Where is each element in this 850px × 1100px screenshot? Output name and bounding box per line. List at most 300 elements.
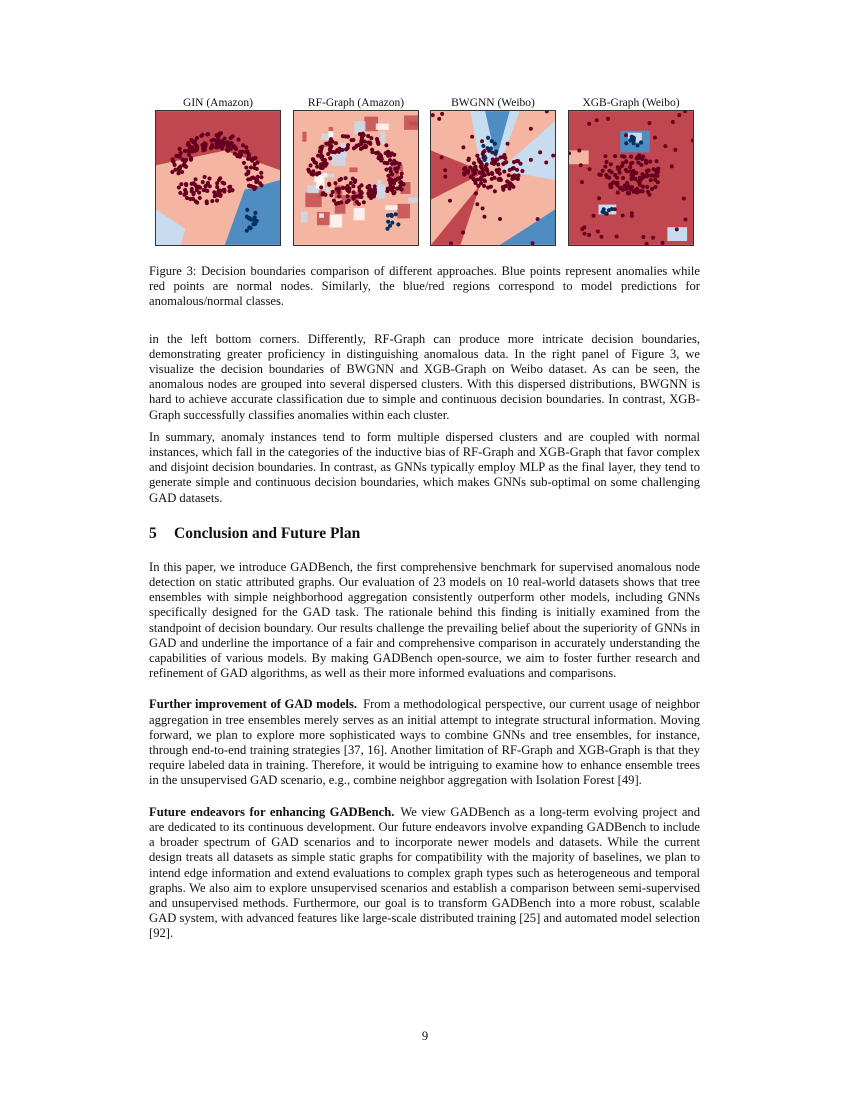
normal-point	[346, 146, 350, 150]
normal-point	[191, 192, 195, 196]
normal-point	[215, 181, 219, 185]
normal-point	[512, 166, 516, 170]
normal-point	[238, 155, 242, 159]
normal-point	[350, 138, 354, 142]
normal-point	[645, 174, 649, 178]
normal-point	[216, 133, 220, 137]
normal-point	[209, 146, 213, 150]
anomaly-point	[390, 221, 394, 225]
normal-point	[481, 171, 485, 175]
normal-point	[335, 148, 339, 152]
normal-point	[475, 154, 479, 158]
normal-point	[510, 183, 514, 187]
normal-point	[182, 193, 186, 197]
normal-point	[178, 166, 182, 170]
normal-point	[482, 184, 486, 188]
normal-point	[208, 184, 212, 188]
normal-point	[369, 195, 373, 199]
boundary-cell	[376, 124, 389, 130]
boundary-cell	[328, 131, 333, 137]
normal-point	[529, 127, 533, 131]
normal-point	[215, 185, 219, 189]
normal-point	[489, 185, 493, 189]
normal-point	[648, 160, 652, 164]
normal-point	[192, 181, 196, 185]
normal-point	[384, 143, 388, 147]
normal-point	[249, 165, 253, 169]
normal-point	[579, 163, 583, 167]
panel-title: RF-Graph (Amazon)	[307, 97, 405, 109]
normal-point	[319, 155, 323, 159]
normal-point	[440, 155, 444, 159]
normal-point	[583, 232, 587, 236]
normal-point	[234, 147, 238, 151]
normal-point	[250, 176, 254, 180]
body-paragraph: In this paper, we introduce GADBench, the first comprehensive benchmark for supervised anomalous node detection on static attributed graphs. Our evaluation of 23 models on 10 real-world datasets shows that tree ensembles with simple neighborhood aggregation consistently outperform other models, including GNNs specifically designed for the GAD task. The rationale behind this finding is initially examined from the standpoint of decision boundary. Our results challenge the prevailing belief about the superiority of GNNs in GAD and underline the importance of a fair and comprehensive comparison in accurately understanding the capabilities of various models. By making GADBench open-source, we aim to foster further research and refinement of GAD algorithms, as well as their more informed evaluations and comparisons.	[149, 559, 700, 681]
normal-point	[315, 171, 319, 175]
normal-point	[653, 136, 657, 140]
normal-point	[337, 194, 341, 198]
normal-point	[673, 148, 677, 152]
normal-point	[225, 148, 229, 152]
normal-point	[485, 167, 489, 171]
normal-point	[516, 177, 520, 181]
normal-point	[347, 189, 351, 193]
normal-point	[609, 162, 613, 166]
normal-point	[203, 175, 207, 179]
normal-point	[607, 176, 611, 180]
normal-point	[319, 185, 323, 189]
paragraph-text: From a methodological perspective, our current usage of neighbor aggregation in tree ensembles merely serves as an initial attempt to integrate structural information. Moving forward, we plan to explore more sophisticated ways to combine GNNs and tree ensembles, for instance, through end-to-end training strategies [37, 16]. Another limitation of RF-Graph and XGB-Graph is that they require labeled data in training. Therefore, it would be intriguing to examine how to enhance ensemble trees in the unsupervised GAD scenario, e.g., combine neighbor aggregation with Isolation Forest [49].	[149, 697, 700, 788]
normal-point	[398, 162, 402, 166]
normal-point	[177, 185, 181, 189]
normal-point	[490, 171, 494, 175]
normal-point	[616, 183, 620, 187]
normal-point	[400, 171, 404, 175]
normal-point	[675, 227, 679, 231]
normal-point	[388, 166, 392, 170]
normal-point	[587, 233, 591, 237]
body-paragraph	[149, 805, 700, 942]
normal-point	[613, 154, 617, 158]
normal-point	[362, 200, 366, 204]
normal-point	[351, 190, 355, 194]
normal-point	[621, 161, 625, 165]
normal-point	[204, 184, 208, 188]
normal-point	[645, 185, 649, 189]
normal-point	[640, 172, 644, 176]
normal-point	[178, 191, 182, 195]
normal-point	[475, 202, 479, 206]
normal-point	[323, 160, 327, 164]
normal-point	[493, 159, 497, 163]
normal-point	[636, 161, 640, 165]
normal-point	[189, 138, 193, 142]
normal-point	[613, 173, 617, 177]
normal-point	[516, 159, 520, 163]
normal-point	[384, 168, 388, 172]
normal-point	[580, 180, 584, 184]
normal-point	[631, 176, 635, 180]
anomaly-point	[494, 149, 498, 153]
paragraph-text: We view GADBench as a long-term evolving project and are dedicated to its continuous development. Our future endeavors involve expanding GADBench to include a broader spectrum of GAD scenarios and to incorporate newer models and datasets. While the current design treats all datasets as simple static graphs for compatibility with the majority of baselines, we plan to intend edge information and extend evaluations to complex graph types such as heterogeneous and temporal graphs. We also aim to explore unsupervised scenarios and establish a comparison between semi-supervised and unsupervised methods. Furthermore, our goal is to transform GADBench into a more robust, scalable GAD system, with advanced features like large-scale distributed training [25] and automated model selection [92].	[149, 804, 701, 941]
boundary-cell	[397, 204, 410, 219]
normal-point	[173, 163, 177, 167]
normal-point	[359, 147, 363, 151]
anomaly-point	[245, 229, 249, 233]
normal-point	[654, 172, 658, 176]
normal-point	[360, 191, 364, 195]
normal-point	[200, 133, 204, 137]
normal-point	[625, 169, 629, 173]
normal-point	[210, 139, 214, 143]
decision-boundary-plot	[293, 110, 419, 246]
normal-point	[637, 153, 641, 157]
normal-point	[242, 161, 246, 165]
normal-point	[503, 184, 507, 188]
anomaly-point	[247, 225, 251, 229]
normal-point	[469, 175, 473, 179]
normal-point	[649, 174, 653, 178]
figure-panel	[430, 96, 556, 246]
normal-point	[621, 188, 625, 192]
normal-point	[352, 146, 356, 150]
normal-point	[219, 193, 223, 197]
normal-point	[198, 196, 202, 200]
normal-point	[629, 155, 633, 159]
normal-point	[195, 136, 199, 140]
boundary-cell	[354, 208, 365, 220]
paragraph-heading: Future endeavors for enhancing GADBench.	[149, 804, 395, 819]
normal-point	[215, 199, 219, 203]
normal-point	[683, 218, 687, 222]
normal-point	[179, 182, 183, 186]
normal-point	[349, 181, 353, 185]
anomaly-point	[628, 138, 632, 142]
normal-point	[226, 140, 230, 144]
normal-point	[640, 189, 644, 193]
normal-point	[663, 144, 667, 148]
boundary-cell	[319, 213, 324, 217]
normal-point	[507, 173, 511, 177]
normal-point	[202, 143, 206, 147]
anomaly-point	[251, 222, 255, 226]
normal-point	[382, 161, 386, 165]
normal-point	[603, 165, 607, 169]
normal-point	[181, 158, 185, 162]
normal-point	[648, 121, 652, 125]
normal-point	[223, 136, 227, 140]
panel-title: XGB-Graph (Weibo)	[582, 97, 680, 109]
boundary-cell	[381, 132, 386, 145]
normal-point	[616, 191, 620, 195]
normal-point	[193, 177, 197, 181]
normal-point	[244, 172, 248, 176]
normal-point	[536, 217, 540, 221]
normal-point	[312, 160, 316, 164]
normal-point	[682, 197, 686, 201]
normal-point	[600, 235, 604, 239]
anomaly-point	[600, 210, 604, 214]
normal-point	[327, 183, 331, 187]
normal-point	[656, 168, 660, 172]
figure-panel	[155, 96, 281, 246]
anomaly-point	[486, 136, 490, 140]
normal-point	[222, 190, 226, 194]
normal-point	[236, 138, 240, 142]
decision-boundary-plot	[568, 110, 694, 246]
normal-point	[479, 176, 483, 180]
normal-point	[461, 231, 465, 235]
normal-point	[604, 160, 608, 164]
normal-point	[176, 171, 180, 175]
normal-point	[309, 163, 313, 167]
boundary-cell	[377, 180, 381, 192]
normal-point	[366, 191, 370, 195]
normal-point	[246, 177, 250, 181]
normal-point	[472, 161, 476, 165]
normal-point	[492, 176, 496, 180]
normal-point	[241, 143, 245, 147]
normal-point	[629, 161, 633, 165]
anomaly-point	[493, 142, 497, 146]
anomaly-point	[489, 146, 493, 150]
normal-point	[183, 149, 187, 153]
normal-point	[577, 149, 581, 153]
normal-point	[233, 152, 237, 156]
normal-point	[184, 183, 188, 187]
normal-point	[606, 117, 610, 121]
normal-point	[448, 199, 452, 203]
normal-point	[641, 235, 645, 239]
boundary-cell	[326, 187, 329, 193]
normal-point	[443, 168, 447, 172]
normal-point	[520, 169, 524, 173]
normal-point	[321, 166, 325, 170]
normal-point	[625, 181, 629, 185]
normal-point	[544, 161, 548, 165]
normal-point	[466, 158, 470, 162]
normal-point	[440, 112, 444, 116]
normal-point	[483, 215, 487, 219]
normal-point	[254, 180, 258, 184]
normal-point	[191, 197, 195, 201]
normal-point	[185, 196, 189, 200]
page-body	[149, 96, 700, 942]
normal-point	[644, 158, 648, 162]
normal-point	[193, 142, 197, 146]
normal-point	[244, 166, 248, 170]
body-paragraph: In summary, anomaly instances tend to form multiple dispersed clusters and are coupled with normal instances, which fall in the categories of the inductive bias of RF-Graph and XGB-Graph that favor complex and disjoint decision boundaries. In contrast, as GNNs typically employ MLP as the final layer, they tend to generate simple and continuous decision boundaries, which makes GNNs sub-optimal on some challenging GAD datasets.	[149, 429, 700, 505]
normal-point	[190, 187, 194, 191]
normal-point	[398, 184, 402, 188]
anomaly-point	[245, 208, 249, 212]
normal-point	[473, 171, 477, 175]
normal-point	[347, 199, 351, 203]
normal-point	[646, 190, 650, 194]
normal-point	[394, 178, 398, 182]
normal-point	[357, 202, 361, 206]
normal-point	[229, 147, 233, 151]
normal-point	[205, 199, 209, 203]
normal-point	[230, 141, 234, 145]
normal-point	[495, 168, 499, 172]
normal-point	[463, 166, 467, 170]
normal-point	[631, 169, 635, 173]
normal-point	[246, 157, 250, 161]
normal-point	[611, 180, 615, 184]
normal-point	[645, 169, 649, 173]
normal-point	[587, 122, 591, 126]
anomaly-point	[253, 211, 257, 215]
normal-point	[437, 117, 441, 121]
normal-point	[603, 154, 607, 158]
normal-point	[501, 155, 505, 159]
normal-point	[630, 211, 634, 215]
normal-point	[481, 206, 485, 210]
normal-point	[627, 191, 631, 195]
boundary-cell	[329, 215, 342, 228]
normal-point	[205, 189, 209, 193]
normal-point	[328, 156, 332, 160]
boundary-cell	[408, 198, 419, 203]
anomaly-point	[253, 215, 257, 219]
normal-point	[621, 214, 625, 218]
normal-point	[205, 133, 209, 137]
boundary-cell	[301, 212, 308, 223]
normal-point	[473, 165, 477, 169]
normal-point	[315, 165, 319, 169]
anomaly-point	[247, 216, 251, 220]
normal-point	[476, 184, 480, 188]
normal-point	[253, 156, 257, 160]
normal-point	[367, 184, 371, 188]
normal-point	[671, 120, 675, 124]
figure-panel	[293, 96, 419, 246]
normal-point	[497, 178, 501, 182]
section-heading	[149, 525, 700, 543]
anomaly-point	[483, 156, 487, 160]
normal-point	[506, 142, 510, 146]
anomaly-point	[255, 219, 259, 223]
anomaly-point	[624, 141, 628, 145]
normal-point	[388, 177, 392, 181]
normal-point	[482, 178, 486, 182]
normal-point	[219, 142, 223, 146]
normal-point	[462, 173, 466, 177]
normal-point	[326, 152, 330, 156]
normal-point	[351, 195, 355, 199]
normal-point	[358, 132, 362, 136]
anomaly-point	[490, 150, 494, 154]
normal-point	[468, 165, 472, 169]
normal-point	[597, 196, 601, 200]
normal-point	[615, 235, 619, 239]
normal-point	[198, 185, 202, 189]
normal-point	[334, 202, 338, 206]
panel-title: GIN (Amazon)	[183, 97, 253, 109]
normal-point	[334, 141, 338, 145]
figure-panel	[568, 96, 694, 246]
normal-point	[231, 134, 235, 138]
normal-point	[661, 241, 665, 245]
normal-point	[670, 164, 674, 168]
normal-point	[340, 148, 344, 152]
normal-point	[217, 138, 221, 142]
normal-point	[201, 180, 205, 184]
decision-boundary-plot	[155, 110, 281, 246]
normal-point	[366, 141, 370, 145]
anomaly-point	[607, 208, 611, 212]
normal-point	[655, 159, 659, 163]
anomaly-point	[385, 227, 389, 231]
normal-point	[378, 152, 382, 156]
normal-point	[513, 173, 517, 177]
normal-point	[331, 190, 335, 194]
normal-point	[477, 159, 481, 163]
normal-point	[353, 178, 357, 182]
background-region	[569, 150, 589, 164]
normal-point	[197, 191, 201, 195]
normal-point	[595, 118, 599, 122]
normal-point	[343, 134, 347, 138]
normal-point	[645, 242, 649, 246]
normal-point	[388, 151, 392, 155]
normal-point	[529, 158, 533, 162]
normal-point	[230, 188, 234, 192]
normal-point	[531, 241, 535, 245]
anomaly-point	[481, 144, 485, 148]
normal-point	[496, 162, 500, 166]
normal-point	[392, 161, 396, 165]
normal-point	[470, 135, 474, 139]
normal-point	[207, 176, 211, 180]
normal-point	[431, 113, 435, 117]
normal-point	[461, 145, 465, 149]
body-paragraph: in the left bottom corners. Differently, RF-Graph can produce more intricate decision boundaries, demonstrating greater proficiency in distinguishing anomalous data. In the right panel of Figure 3, we visualize the decision boundaries of BWGNN and XGB-Graph on Weibo dataset. As can be seen, the anomalous nodes are grouped into several dispersed clusters. With this dispersed distributions, BWGNN is hard to achieve accurate classification due to simple and continuous decision boundaries. In contrast, XGB-Graph successfully classifies anomalies within each cluster.	[149, 331, 700, 422]
normal-point	[443, 175, 447, 179]
anomaly-point	[386, 213, 390, 217]
normal-point	[624, 133, 628, 137]
normal-point	[189, 158, 193, 162]
normal-point	[351, 184, 355, 188]
normal-point	[650, 187, 654, 191]
decision-boundary-plot	[430, 110, 556, 246]
normal-point	[649, 178, 653, 182]
normal-point	[360, 141, 364, 145]
normal-point	[210, 199, 214, 203]
anomaly-point	[394, 212, 398, 216]
normal-point	[480, 139, 484, 143]
anomaly-point	[386, 220, 390, 224]
normal-point	[616, 167, 620, 171]
body-paragraph	[149, 697, 700, 788]
normal-point	[193, 149, 197, 153]
normal-point	[370, 148, 374, 152]
anomaly-point	[635, 143, 639, 147]
section-title: Conclusion and Future Plan	[174, 524, 361, 542]
panel-title: BWGNN (Weibo)	[451, 97, 535, 109]
normal-point	[376, 141, 380, 145]
normal-point	[393, 167, 397, 171]
normal-point	[227, 185, 231, 189]
normal-point	[323, 193, 327, 197]
normal-point	[346, 194, 350, 198]
normal-point	[333, 181, 337, 185]
boundary-cell	[302, 132, 306, 142]
normal-point	[651, 167, 655, 171]
normal-point	[601, 169, 605, 173]
